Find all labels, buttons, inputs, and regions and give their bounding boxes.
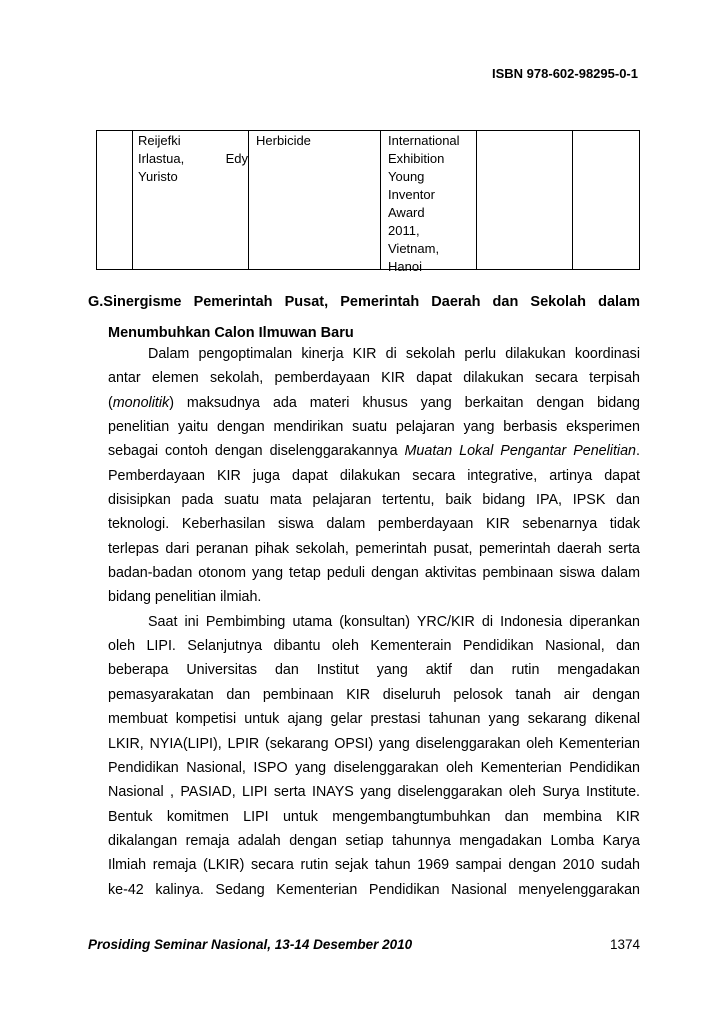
paragraph-line: Pemberdayaan KIR juga dapat dilakukan secara integrative, artinya dapat: [108, 467, 640, 484]
table-col-divider: [572, 130, 573, 270]
paragraph-line: oleh LIPI. Selanjutnya dibantu oleh Kementerain Pendidikan Nasional, dan: [108, 638, 640, 655]
section-heading-line: Menumbuhkan Calon Ilmuwan Baru: [108, 325, 354, 341]
table-col-divider: [132, 130, 133, 270]
table-border-top: [96, 130, 640, 131]
paragraph-line: Bentuk komitmen LIPI untuk mengembangtumbuhkan dan membina KIR: [108, 808, 640, 825]
section-heading-line: G.Sinergisme Pemerintah Pusat, Pemerintah Daerah dan Sekolah dalam: [88, 294, 640, 310]
event-line: Award: [388, 205, 425, 220]
table-border-right: [639, 130, 640, 270]
paragraph-line: Ilmiah remaja (LKIR) secara rutin sejak tahun 1969 sampai dengan 2010 sudah: [108, 857, 640, 874]
conference-title: Prosiding Seminar Nasional, 13-14 Desember 2010: [88, 937, 413, 952]
event-line: International: [388, 133, 460, 148]
page-footer: [88, 937, 640, 952]
table-cell-field: Herbicide: [256, 133, 311, 148]
section-heading: [88, 287, 640, 349]
name-line: [138, 150, 248, 168]
paragraph-line: Dalam pengoptimalan kinerja KIR di sekolah perlu dilakukan koordinasi: [148, 346, 640, 362]
name-part: Edy: [225, 151, 248, 166]
table-col-divider: [248, 130, 249, 270]
paragraph-line: LKIR, NYIA(LIPI), LPIR (sekarang OPSI) yang diselenggarakan oleh Kementerian: [108, 735, 640, 752]
paragraph-line: penelitian yaitu dengan mendirikan suatu pelajaran yang berbasis eksperimen: [108, 419, 640, 436]
page-number: 1374: [609, 937, 640, 952]
table-border-bottom: [96, 269, 640, 270]
paragraph-line: Nasional , PASIAD, LIPI serta INAYS yang diselenggarakan oleh Surya Institute.: [108, 784, 640, 801]
isbn-header: ISBN 978-602-98295-0-1: [492, 66, 638, 81]
paragraph-line: terlepas dari peranan pihak sekolah, pemerintah pusat, pemerintah daerah serta: [108, 540, 640, 557]
table-cell-name: [138, 132, 248, 186]
event-line: Inventor: [388, 187, 435, 202]
paragraph-line: antar elemen sekolah, pemberdayaan KIR dapat dilakukan secara terpisah: [108, 370, 640, 387]
paragraph-line: disisipkan pada suatu mata pelajaran tertentu, baik bidang IPA, IPSK dan: [108, 492, 640, 509]
text-run: .: [636, 443, 640, 460]
paragraph-line: Pendidikan Nasional, ISPO yang diselenggarakan oleh Kementerian Pendidikan: [108, 759, 640, 776]
text-run: sebagai contoh dengan diselenggarakannya: [108, 443, 405, 460]
paragraph-line: badan-badan otonom yang tetap peduli dengan aktivitas pembinaan siswa dalam: [108, 565, 640, 582]
italic-term: monolitik: [112, 394, 170, 411]
paragraph-line: membuat kompetisi untuk ajang gelar prestasi tahunan yang sekarang dikenal: [108, 711, 640, 728]
italic-term: Muatan Lokal Pengantar Penelitian: [404, 443, 637, 460]
paragraph-line: [108, 439, 640, 463]
paragraph-line: bidang penelitian ilmiah.: [108, 589, 262, 606]
paragraph-line: ke-42 kalinya. Sedang Kementerian Pendidikan Nasional menyelenggarakan: [108, 881, 640, 898]
event-line: 2011,: [388, 223, 420, 238]
event-line: Young: [388, 169, 425, 184]
body-text: [108, 342, 640, 902]
text-run: ) maksudnya ada materi khusus yang berkaitan dengan bidang: [169, 394, 640, 411]
table-border-left: [96, 130, 97, 270]
paragraph-line: teknologi. Keberhasilan siswa dalam pemberdayaan KIR sebenarnya tidak: [108, 516, 640, 533]
paragraph-line: [108, 391, 640, 415]
event-line: Hanoi: [388, 259, 422, 274]
text-run: (: [108, 394, 113, 411]
paragraph-line: pemasyarakatan dan pembinaan KIR diseluruh pelosok tanah air dengan: [108, 686, 640, 703]
name-part: Irlastua,: [138, 151, 185, 166]
paragraph-line: dikalangan remaja adalah dengan setiap tahunnya mengadakan Lomba Karya: [108, 832, 640, 849]
name-line: Yuristo: [138, 169, 178, 184]
name-line: Reijefki: [138, 133, 181, 148]
table-col-divider: [380, 130, 381, 270]
paragraph-line: Saat ini Pembimbing utama (konsultan) YRC/KIR di Indonesia diperankan: [148, 613, 640, 630]
awards-table-fragment: [96, 130, 640, 274]
event-line: Exhibition: [388, 151, 445, 166]
paragraph-line: beberapa Universitas dan Institut yang aktif dan rutin mengadakan: [108, 662, 640, 679]
table-cell-event: [388, 132, 478, 276]
event-line: Vietnam,: [388, 241, 440, 256]
